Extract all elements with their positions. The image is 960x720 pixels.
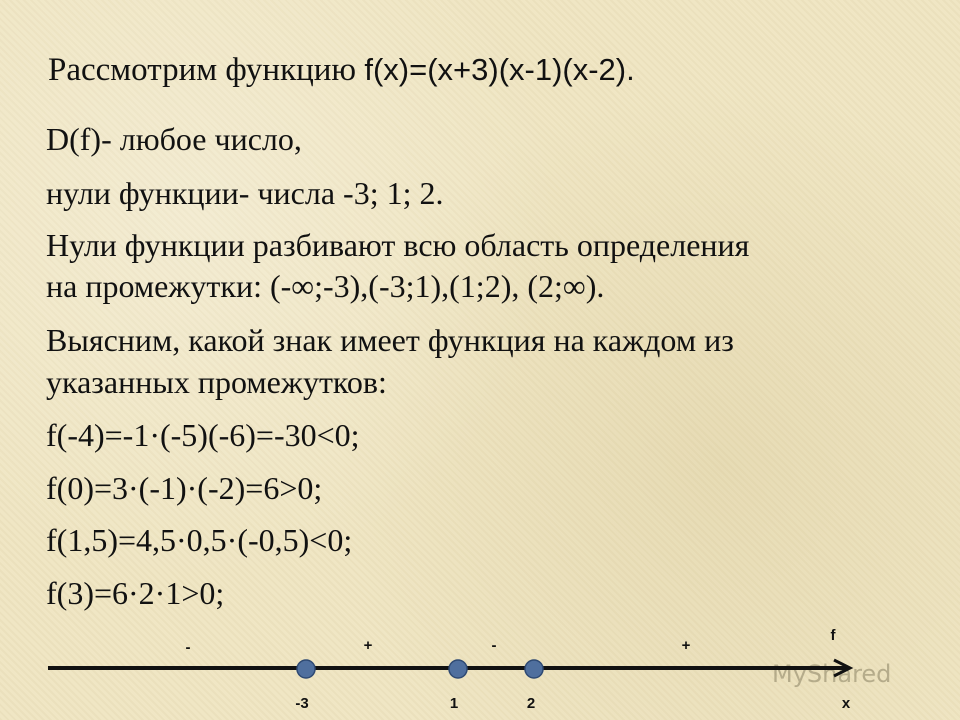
zero-tick-label: -3 [295,695,309,712]
sign-question-line-1: Выясним, какой знак имеет функция на каждом из [46,322,734,358]
sign-label: + [681,637,691,654]
title-formula: f(x)=(x+3)(x-1)(x-2). [364,52,635,87]
sign-label: + [363,637,373,654]
calc-line-1: f(-4)=-1·(-5)(-6)=-30<0; [46,417,360,453]
sign-label: - [185,639,191,656]
intervals-line-2: на промежутки: (-∞;-3),(-3;1),(1;2), (2;∞). [46,268,605,304]
zero-point [297,660,315,678]
calc-line-3: f(1,5)=4,5·0,5·(-0,5)<0; [46,522,353,558]
domain-line: D(f)- любое число, [46,121,302,157]
axis-label: x [841,695,851,712]
zero-tick-label: 2 [526,695,536,712]
title-text: Рассмотрим функцию [48,52,365,88]
zero-point [449,660,467,678]
calc-line-4: f(3)=6·2·1>0; [46,575,225,611]
zero-point [525,660,543,678]
calc-line-2: f(0)=3·(-1)·(-2)=6>0; [46,470,323,506]
slide-title [48,52,635,89]
watermark-text: MyShared [772,660,892,688]
sign-question-line-2: указанных промежутков: [46,364,387,400]
zeros-line: нули функции- числа -3; 1; 2. [46,175,444,211]
sign-label: - [491,637,497,654]
function-label: f [830,627,836,644]
number-line [0,600,960,720]
zero-tick-label: 1 [449,695,459,712]
intervals-line-1: Нули функции разбивают всю область определения [46,227,750,263]
